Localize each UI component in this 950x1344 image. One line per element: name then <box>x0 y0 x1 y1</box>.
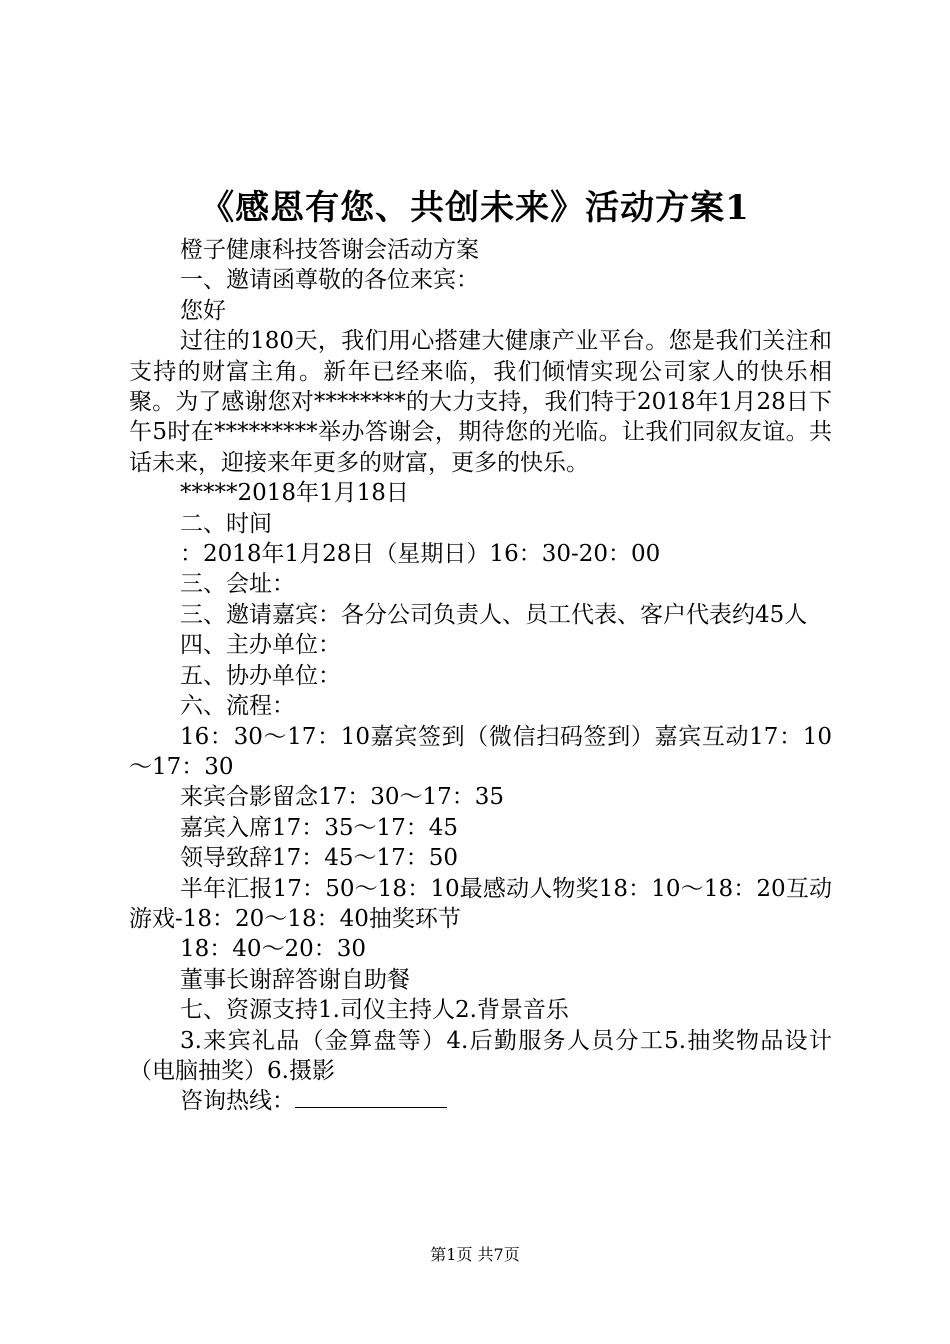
paragraph-schedule-item: 嘉宾入席17：35～17：45 <box>180 814 459 841</box>
paragraph-guests: 三、邀请嘉宾：各分公司负责人、员工代表、客户代表约45人 <box>180 601 808 628</box>
paragraph-invitation-heading: 一、邀请函尊敬的各位来宾： <box>180 267 479 294</box>
paragraph-schedule-item: 16：30～17：10嘉宾签到（微信扫码签到）嘉宾互动17：10～17：30 <box>129 723 832 780</box>
paragraph-host: 四、主办单位： <box>180 632 341 659</box>
paragraph-schedule-item: 来宾合影留念17：30～17：35 <box>180 784 505 811</box>
paragraph-venue: 三、会址： <box>180 571 295 598</box>
paragraph-schedule-item: 半年汇报17：50～18：10最感动人物奖18：10～18：20互动游戏-18：20～18：40抽奖环节 <box>129 875 832 932</box>
paragraph-time-value: ：2018年1月28日（星期日）16：30-20：00 <box>180 541 661 568</box>
paragraph-invitation-body: 过往的180天，我们用心搭建大健康产业平台。您是我们关注和支持的财富主角。新年已经来临，我们倾情实现公司家人的快乐相聚。为了感谢您对********的大力支持，我们特于2018年1月28日下午5时在*********举办答谢会，期待您的光临。让我们同叙友谊。共话未来，迎接来年更多的财富，更多的快乐。 <box>129 328 832 476</box>
paragraph-schedule-item: 18：40～20：30 <box>180 936 367 963</box>
document-body <box>129 235 832 1117</box>
paragraph-schedule-item: 董事长谢辞答谢自助餐 <box>180 966 410 993</box>
paragraph-schedule-item: 领导致辞17：45～17：50 <box>180 845 459 872</box>
paragraph-signature-date: *****2018年1月18日 <box>180 480 409 507</box>
paragraph-subtitle: 橙子健康科技答谢会活动方案 <box>180 237 479 263</box>
paragraph-greeting: 您好 <box>180 297 226 324</box>
hotline-label: 咨询热线： <box>180 1088 295 1115</box>
paragraph-resources-list: 3.来宾礼品（金算盘等）4.后勤服务人员分工5.抽奖物品设计（电脑抽奖）6.摄影 <box>129 1027 832 1084</box>
paragraph-time-heading: 二、时间 <box>180 510 272 537</box>
document-title: 《感恩有您、共创未来》活动方案1 <box>200 188 750 228</box>
paragraph-co-host: 五、协办单位： <box>180 662 341 689</box>
hotline-blank-line <box>295 1089 447 1108</box>
paragraph-hotline <box>129 1086 832 1116</box>
paragraph-schedule-heading: 六、流程： <box>180 693 295 720</box>
page-footer: 第1页 共7页 <box>430 1245 520 1264</box>
paragraph-resources: 七、资源支持1.司仪主持人2.背景音乐 <box>180 997 569 1024</box>
